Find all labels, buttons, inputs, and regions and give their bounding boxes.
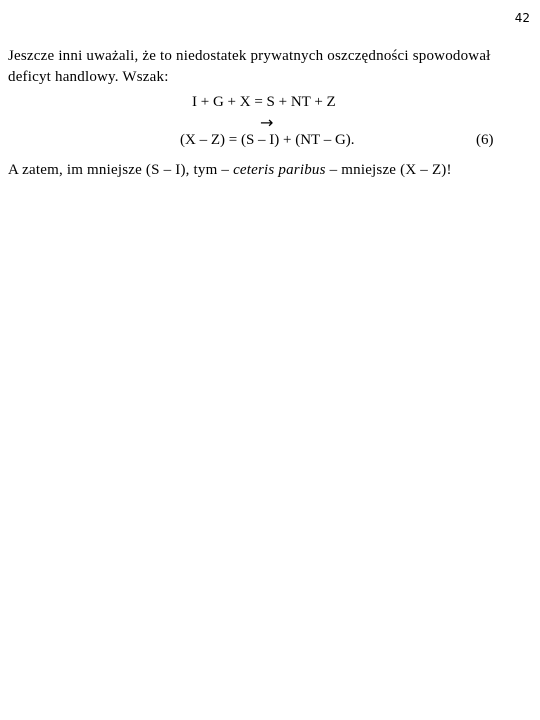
paragraph-conclusion — [8, 160, 532, 181]
equation-number: (6) — [476, 132, 494, 148]
equation-deficit: (X – Z) = (S – I) + (NT – G). — [180, 132, 355, 148]
conclusion-text-start: A zatem, im mniejsze (S – I), tym – — [8, 162, 234, 178]
equation-balance: I + G + X = S + NT + Z — [192, 94, 336, 110]
paragraph-intro: Jeszcze inni uważali, że to niedostatek prywatnych oszczędności spowodował deficyt handlowy. Wszak: — [8, 48, 491, 85]
page-number: 42 — [514, 11, 530, 25]
implication-arrow-icon: → — [260, 113, 274, 132]
conclusion-text-end: – mniejsze (X – Z)! — [325, 162, 452, 178]
conclusion-italic-phrase: ceteris paribus — [233, 162, 326, 178]
